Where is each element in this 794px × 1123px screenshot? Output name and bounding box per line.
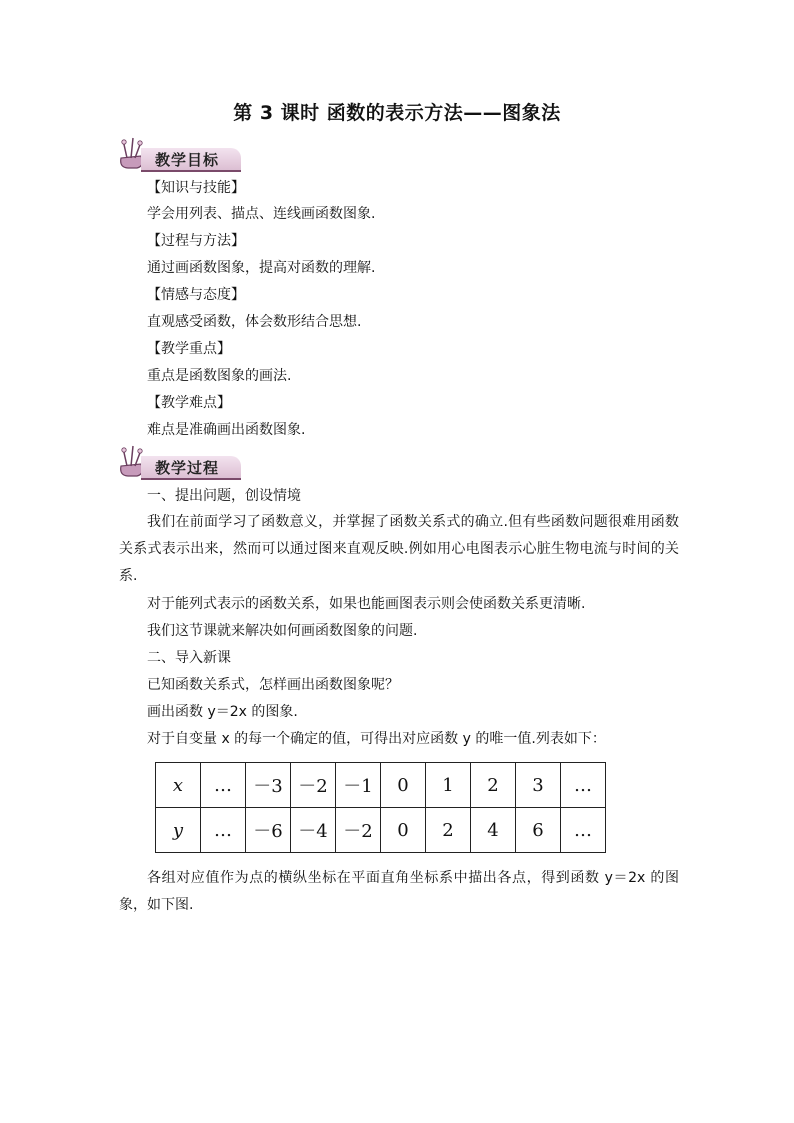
process-text: 通过画函数图象，提高对函数的理解. xyxy=(147,260,376,276)
table-row-x xyxy=(156,763,606,808)
attitude-text: 直观感受函数，体会数形结合思想. xyxy=(147,314,362,330)
table-cell: 2 xyxy=(426,808,471,853)
knowledge-heading: 【知识与技能】 xyxy=(147,180,245,196)
table-cell: 3 xyxy=(516,763,561,808)
difficulty-heading: 【教学难点】 xyxy=(147,395,231,411)
part1-paragraph-3: 我们这节课就来解决如何画函数图象的问题. xyxy=(147,623,418,639)
part1-heading: 一、提出问题，创设情境 xyxy=(147,488,301,504)
table-cell: … xyxy=(201,808,246,853)
table-cell: … xyxy=(561,808,606,853)
table-cell: －2 xyxy=(291,763,336,808)
section-label: 教学过程 xyxy=(155,459,220,477)
table-cell: … xyxy=(561,763,606,808)
attitude-heading: 【情感与态度】 xyxy=(147,287,245,303)
table-cell: －4 xyxy=(291,808,336,853)
table-cell: y xyxy=(156,808,201,853)
table-cell: … xyxy=(201,763,246,808)
table-cell: 4 xyxy=(471,808,516,853)
table-row-y xyxy=(156,808,606,853)
table-cell: －6 xyxy=(246,808,291,853)
part1-paragraph-1: 我们在前面学习了函数意义，并掌握了函数关系式的确立.但有些函数问题很难用函数关系式表示出来，然而可以通过图来直观反映.例如用心电图表示心脏生物电流与时间的关系. xyxy=(119,514,679,584)
table-cell: －2 xyxy=(336,808,381,853)
table-cell: 0 xyxy=(381,808,426,853)
table-intro: 对于自变量 x 的每一个确定的值，可得出对应函数 y 的唯一值.列表如下： xyxy=(147,731,606,747)
table-cell: 0 xyxy=(381,763,426,808)
table-cell: 6 xyxy=(516,808,561,853)
page-title: 第 3 课时 函数的表示方法——图象法 xyxy=(233,102,561,124)
part2-question: 已知函数关系式，怎样画出函数图象呢？ xyxy=(147,677,399,693)
section-banner-process xyxy=(115,452,245,480)
key-text: 重点是函数图象的画法. xyxy=(147,368,292,384)
table-cell: －3 xyxy=(246,763,291,808)
knowledge-text: 学会用列表、描点、连线画函数图象. xyxy=(147,206,376,222)
key-heading: 【教学重点】 xyxy=(147,341,231,357)
value-table xyxy=(155,762,606,853)
part2-heading: 二、导入新课 xyxy=(147,650,231,666)
section-label: 教学目标 xyxy=(155,151,220,169)
table-cell: x xyxy=(156,763,201,808)
after-table-paragraph: 各组对应值作为点的横纵坐标在平面直角坐标系中描出各点，得到函数 y＝2x 的图象，如下图. xyxy=(119,870,679,913)
part1-paragraph-2: 对于能列式表示的函数关系，如果也能画图表示则会使函数关系更清晰. xyxy=(147,596,586,612)
table-cell: 1 xyxy=(426,763,471,808)
part2-task: 画出函数 y＝2x 的图象. xyxy=(147,704,298,720)
process-heading: 【过程与方法】 xyxy=(147,233,245,249)
difficulty-text: 难点是准确画出函数图象. xyxy=(147,422,306,438)
table-cell: 2 xyxy=(471,763,516,808)
table-cell: －1 xyxy=(336,763,381,808)
section-banner-objectives xyxy=(115,144,245,172)
